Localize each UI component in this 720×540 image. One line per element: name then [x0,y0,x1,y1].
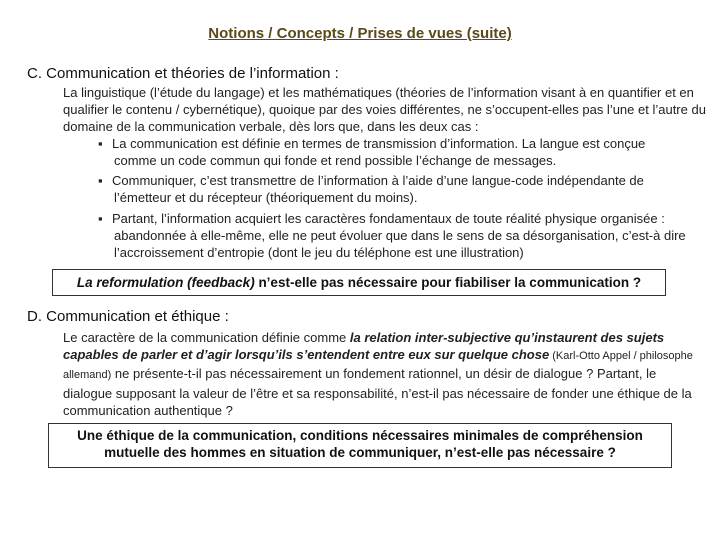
section-c-heading: C. Communication et théories de l’information : [27,65,339,82]
bullet-text: La communication est définie en termes de transmission d’information. La langue est conçue [112,136,646,151]
section-d-heading: D. Communication et éthique : [27,308,229,325]
bullet-text: Communiquer, c’est transmettre de l’information à l’aide d’une langue-code indépendante de [112,173,644,188]
bullet-text-cont: l’émetteur et du récepteur (théoriquement du moins). [114,190,418,206]
ethics-question-box: Une éthique de la communication, conditions nécessaires minimales de compréhension mutuelle des hommes en situation de communiquer, n’est-elle pas nécessaire ? [48,423,672,468]
para-attribution: (Karl-Otto Appel / philosophe allemand) [63,350,693,382]
box-emphasis: La reformulation (feedback) [76,275,255,290]
bullet-marker: ▪ [98,173,103,188]
section-d-paragraph [63,329,708,419]
bullet-marker: ▪ [98,211,103,226]
section-c-intro: La linguistique (l’étude du langage) et les mathématiques (théories de l’information visant à en quantifier et en qualifier le contenu / cybernétique), quoique par des voies différentes, ne s’occupent-elles pas l’une et l’autre du domaine de la communication verbale, dès lors que, dans les deux cas : [63,85,706,135]
para-emphasis: la relation inter-subjective qu’instaurent des sujets capables de parler et d’agir lorsqu’ils s’entendent entre eux sur quelque chose [63,330,665,363]
bullet-text-cont: comme un code commun qui fonde et rend possible l’échange de messages. [114,153,557,169]
bullet-item [98,210,710,262]
para-text: Le caractère de la communication définie comme [63,330,350,345]
bullet-item [98,172,710,206]
para-text-2: ne présente-t-il pas nécessairement un fondement rationnel, un désir de dialogue ? Partant, le dialogue supposant la valeur de l’être et sa responsabilité, n’est-il pas nécessaire de fonder une éthique de la communication authentique ? [63,366,692,418]
box-text: n’est-elle pas nécessaire pour fiabiliser la communication ? [254,275,642,290]
page-title: Notions / Concepts / Prises de vues (suite) [208,25,512,42]
bullet-marker: ▪ [98,136,103,151]
feedback-question-box [52,269,666,296]
bullet-text: Partant, l’information acquiert les caractères fondamentaux de toute réalité physique organisée : [112,211,665,226]
bullet-item [98,135,710,169]
bullet-text-cont: abandonnée à elle-même, elle ne peut évoluer que dans le sens de sa désorganisation, c’est-à dire l’accroissement d’entropie (dont le jeu du téléphone est une illustration) [114,228,686,261]
